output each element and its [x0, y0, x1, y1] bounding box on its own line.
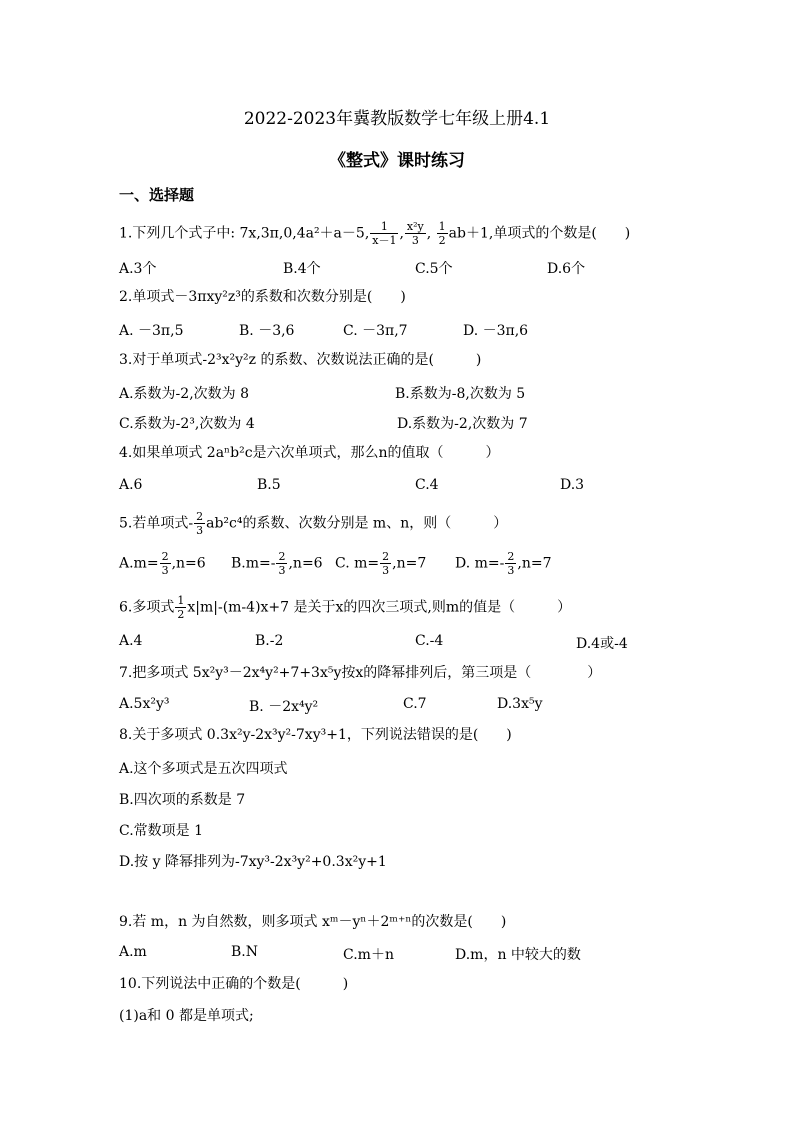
question-6 [119, 594, 571, 621]
q8-option-c: C.常数项是 1 [119, 823, 204, 839]
q7-option-a: A.5x²y³ [119, 696, 170, 712]
q3-option-a: A.系数为-2,次数为 8 [119, 386, 250, 402]
question-1-suffix: ab＋1,单项式的个数是( ) [448, 225, 631, 242]
fraction-denominator: 2 [177, 608, 185, 621]
option-text: A.m= [119, 555, 159, 572]
question-2: 2.单项式－3πxy²z³的系数和次数分别是( ) [119, 289, 406, 305]
question-3: 3.对于单项式-2³x²y²z 的系数、次数说法正确的是( ) [119, 352, 482, 368]
question-4: 4.如果单项式 2aⁿb²c是六次单项式，那么n的值取（ ） [119, 445, 500, 461]
q10-statement-1: (1)a和 0 都是单项式; [119, 1008, 254, 1024]
q2-option-c: C. －3π,7 [343, 323, 408, 339]
fraction-denominator: 3 [278, 564, 286, 577]
q1-option-a: A.3个 [119, 261, 157, 277]
q5-option-d [455, 550, 551, 577]
q1-option-b: B.4个 [283, 261, 321, 277]
fraction-denominator: 3 [382, 564, 390, 577]
fraction-numerator: 1 [370, 220, 398, 234]
fraction-denominator: 3 [161, 564, 169, 577]
q2-option-a: A. －3π,5 [119, 323, 184, 339]
fraction-denominator: x－1 [372, 234, 397, 247]
q3-option-b: B.系数为-8,次数为 5 [395, 386, 526, 402]
q5-option-b [231, 550, 323, 577]
fraction [175, 594, 186, 621]
option-text: ,n=6 [171, 555, 206, 572]
q4-option-b: B.5 [257, 477, 281, 493]
question-1: 1.下列几个式子中: 7x,3π,0,4a²＋a－5, $\frac{1}{x-1}$ , $\frac{\text{x²y}}{3}$ , $\frac{1}{2}$ ab＋1,单项式的个数是( ) [119, 220, 631, 247]
q8-option-a: A.这个多项式是五次四项式 [119, 761, 288, 777]
fraction-2 [405, 220, 426, 247]
option-text: ,n=7 [517, 555, 552, 572]
q3-option-d: D.系数为-2,次数为 7 [397, 416, 528, 432]
q4-option-a: A.6 [119, 477, 143, 493]
question-5-suffix: ab²c⁴的系数、次数分别是 m、n，则（ ） [206, 515, 508, 532]
fraction-numerator: 2 [196, 510, 204, 523]
fraction-numerator: 1 [438, 220, 446, 233]
q4-option-d: D.3 [560, 477, 585, 493]
fraction-numerator: 2 [161, 550, 169, 563]
question-7: 7.把多项式 5x²y³－2x⁴y²+7+3x⁵y按x的降幂排列后，第三项是（ ） [119, 665, 602, 681]
q6-option-a: A.4 [119, 633, 143, 649]
q8-option-b: B.四次项的系数是 7 [119, 792, 246, 808]
q6-option-b: B.-2 [255, 633, 284, 649]
q7-option-c: C.7 [403, 696, 427, 712]
fraction [380, 550, 391, 577]
q5-option-a [119, 550, 206, 577]
document-title-line1: 2022-2023年冀教版数学七年级上册4.1 [243, 109, 551, 129]
question-6-prefix: 6.多项式 [119, 599, 175, 616]
option-text: B.m=- [231, 555, 276, 572]
question-10: 10.下列说法中正确的个数是( ) [119, 976, 349, 992]
fraction-numerator: 1 [177, 594, 185, 607]
fraction [505, 550, 516, 577]
fraction-denominator: 3 [507, 564, 515, 577]
q1-option-d: D.6个 [547, 261, 586, 277]
fraction-denominator: 3 [196, 524, 204, 537]
option-text: C. m= [335, 555, 380, 572]
fraction-numerator: 2 [278, 550, 286, 563]
question-5-prefix: 5.若单项式- [119, 515, 194, 532]
question-5 [119, 510, 507, 537]
question-9: 9.若 m，n 为自然数，则多项式 xᵐ－yⁿ＋2ᵐ⁺ⁿ的次数是( ) [119, 914, 507, 930]
q1-option-c: C.5个 [415, 261, 453, 277]
q6-option-d: D.4或-4 [576, 636, 628, 652]
option-text: D. m=- [455, 555, 505, 572]
option-text: ,n=6 [288, 555, 323, 572]
fraction-numerator: 2 [382, 550, 390, 563]
q8-option-d: D.按 y 降幂排列为-7xy³-2x³y²+0.3x²y+1 [119, 854, 387, 870]
fraction [160, 550, 171, 577]
q9-option-b: B.N [231, 944, 258, 960]
section-heading: 一、选择题 [119, 186, 195, 204]
document-title-line2: 《整式》课时练习 [329, 151, 465, 171]
fraction-numerator: 2 [507, 550, 515, 563]
fraction-numerator: x²y [406, 220, 424, 233]
fraction [276, 550, 287, 577]
q7-option-b: B. －2x⁴y² [249, 699, 319, 715]
q2-option-d: D. －3π,6 [463, 323, 529, 339]
q2-option-b: B. －3,6 [239, 323, 295, 339]
fraction-denominator: 2 [438, 234, 446, 247]
q4-option-c: C.4 [415, 477, 439, 493]
fraction-denominator: 3 [411, 234, 419, 247]
fraction [194, 510, 205, 537]
question-8: 8.关于多项式 0.3x²y-2x³y²-7xy³+1，下列说法错误的是( ) [119, 727, 512, 743]
q9-option-a: A.m [119, 944, 147, 960]
q5-option-c [335, 550, 426, 577]
q9-option-d: D.m，n 中较大的数 [455, 947, 581, 963]
q6-option-c: C.-4 [415, 633, 444, 649]
fraction-3 [437, 220, 448, 247]
q3-option-c: C.系数为-2³,次数为 4 [119, 416, 255, 432]
fraction-1 [370, 220, 398, 247]
question-6-suffix: x|m|-(m-4)x+7 是关于x的四次三项式,则m的值是（ ） [187, 599, 572, 616]
q7-option-d: D.3x⁵y [497, 696, 543, 712]
q9-option-c: C.m＋n [343, 947, 394, 963]
question-1-prefix: 1.下列几个式子中: 7x,3π,0,4a²＋a－5, [119, 225, 370, 242]
option-text: ,n=7 [392, 555, 427, 572]
